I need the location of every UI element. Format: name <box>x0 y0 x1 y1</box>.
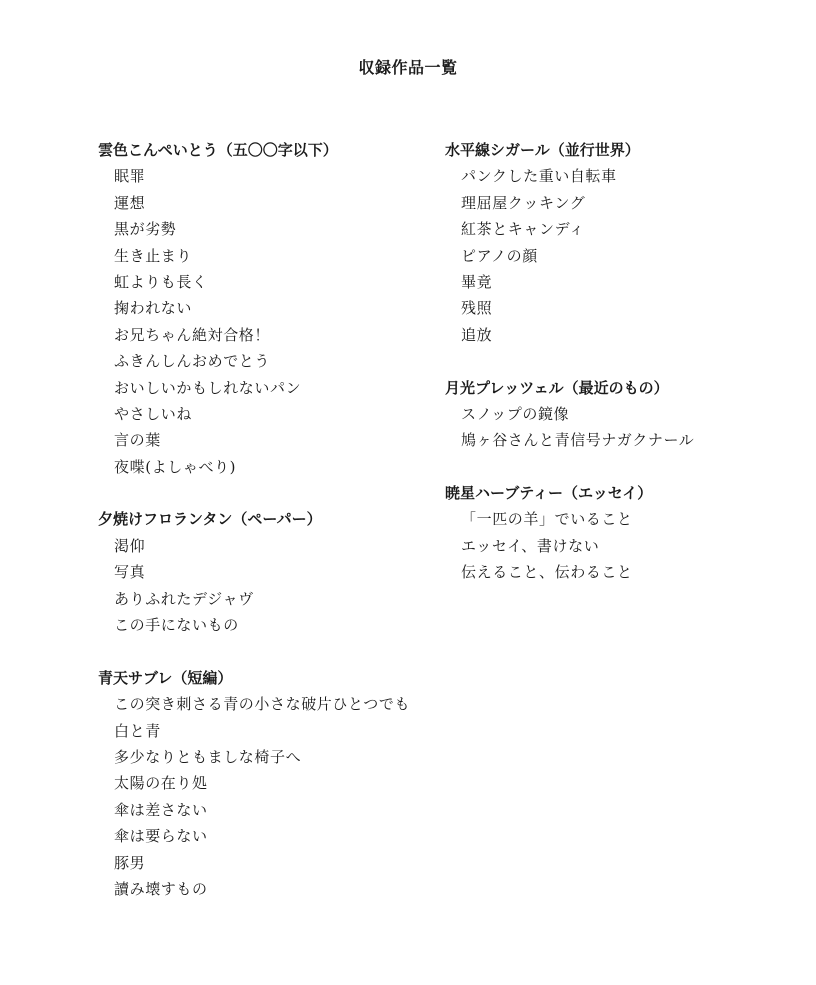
work-title: ピアノの顔 <box>461 246 538 265</box>
work-title: 紅茶とキャンディ <box>461 220 585 239</box>
work-title: 傘は差さない <box>114 800 208 819</box>
work-list <box>445 401 775 454</box>
section-heading: 月光プレッツェル（最近のもの） <box>445 378 669 397</box>
work-list <box>98 533 428 639</box>
section-heading: 青天サブレ（短編） <box>98 668 233 687</box>
section-heading: 暁星ハーブティー（エッセイ） <box>445 484 653 503</box>
work-title: ふきんしんおめでとう <box>114 352 271 371</box>
work-title: 理屈屋クッキング <box>461 193 586 212</box>
section-heading: 雲色こんぺいとう（五〇〇字以下） <box>98 141 338 159</box>
work-title: 伝えること、伝わること <box>461 563 633 582</box>
work-section <box>445 375 775 454</box>
section-heading: 夕焼けフロランタン（ペーパー） <box>98 510 322 529</box>
work-title: スノップの鏡像 <box>461 404 570 423</box>
work-title: 写真 <box>114 563 146 582</box>
work-section <box>445 137 775 348</box>
page-title: 収録作品一覧 <box>358 58 458 77</box>
work-section <box>98 137 428 480</box>
work-title: 渇仰 <box>114 536 146 555</box>
work-list <box>445 506 775 585</box>
work-list <box>445 163 775 348</box>
work-list <box>98 163 428 480</box>
work-title: パンクした重い自転車 <box>461 167 617 186</box>
work-title: この突き刺さる青の小さな破片ひとつでも <box>114 695 411 714</box>
work-title: 眠罪 <box>114 167 146 186</box>
work-title: 白と青 <box>114 721 161 740</box>
work-section <box>98 506 428 638</box>
work-title: 「一匹の羊」でいること <box>461 510 633 529</box>
work-section <box>445 480 775 586</box>
work-title: 畢竟 <box>461 272 493 291</box>
work-title: 傘は要らない <box>114 827 208 846</box>
work-title: 鳩ヶ谷さんと青信号ナガクナール <box>461 431 695 450</box>
work-title: 讀み壊すもの <box>114 879 208 898</box>
work-title: ありふれたデジャヴ <box>114 589 254 608</box>
left-column <box>98 137 428 929</box>
work-title: 掬われない <box>114 299 193 318</box>
work-title: 追放 <box>461 325 493 344</box>
work-title: おいしいかもしれないパン <box>114 378 302 397</box>
work-title: お兄ちゃん絶対合格！ <box>114 325 271 344</box>
work-title: この手にないもの <box>114 616 239 635</box>
work-title: やさしいね <box>114 404 193 423</box>
work-title: エッセイ、書けない <box>461 536 600 555</box>
work-section <box>98 665 428 903</box>
work-list <box>98 691 428 902</box>
work-title: 豚男 <box>114 853 146 872</box>
work-title: 虹よりも長く <box>114 272 208 291</box>
work-title: 多少なりともましな椅子へ <box>114 747 302 766</box>
work-title: 運想 <box>114 193 146 212</box>
work-title: 残照 <box>461 299 493 318</box>
work-title: 言の葉 <box>114 431 161 450</box>
work-title: 太陽の在り処 <box>114 774 208 793</box>
right-column <box>445 137 775 612</box>
section-heading: 水平線シガール（並行世界） <box>445 141 640 159</box>
work-title: 生き止まり <box>114 246 193 265</box>
work-title: 黒が劣勢 <box>114 220 177 239</box>
work-title: 夜喋(よしゃべり) <box>114 457 237 476</box>
